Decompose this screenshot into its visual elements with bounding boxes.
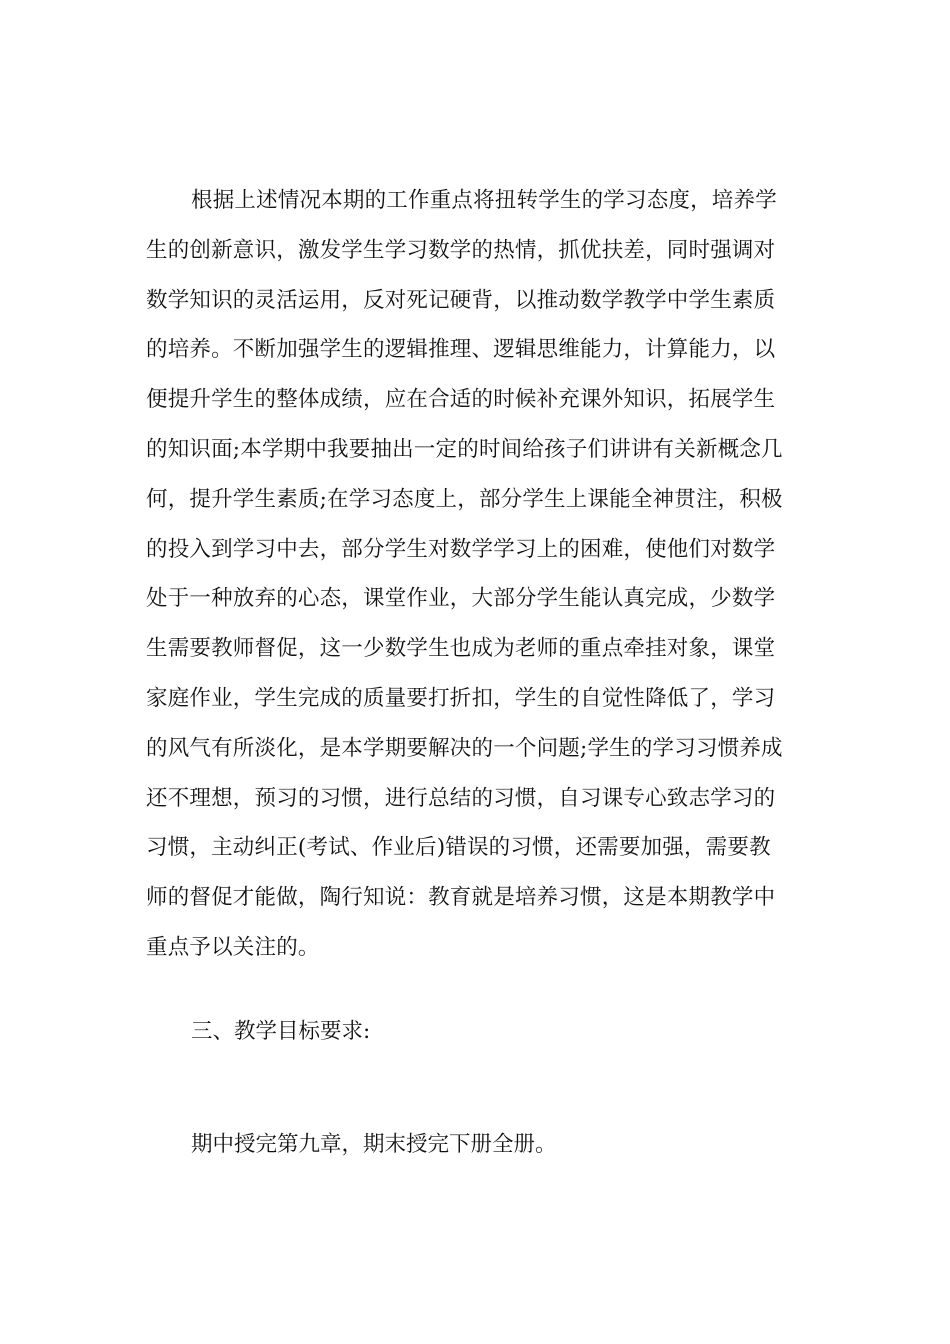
- section-heading: 三、教学目标要求:: [191, 1019, 371, 1044]
- paragraph-line: 处于一种放弃的心态，课堂作业，大部分学生能认真完成，少数学: [146, 586, 776, 612]
- paragraph-line: 的知识面;本学期中我要抽出一定的时间给孩子们讲讲有关新概念几: [146, 436, 783, 462]
- paragraph-line: 的风气有所淡化，是本学期要解决的一个问题;学生的学习习惯养成: [146, 735, 783, 761]
- paragraph-line: 生的创新意识，激发学生学习数学的热情，抓优扶差，同时强调对: [146, 237, 776, 263]
- body-paragraph-2: 期中授完第九章，期末授完下册全册。: [191, 1132, 557, 1157]
- paragraph-line: 生需要教师督促，这一少数学生也成为老师的重点牵挂对象，课堂: [146, 636, 776, 662]
- paragraph-line: 根据上述情况本期的工作重点将扭转学生的学习态度，培养学: [191, 188, 777, 213]
- paragraph-line: 重点予以关注的。: [146, 934, 320, 960]
- paragraph-line: 何，提升学生素质;在学习态度上，部分学生上课能全神贯注，积极: [146, 486, 783, 512]
- paragraph-line: 数学知识的灵活运用，反对死记硬背，以推动数学教学中学生素质: [146, 287, 776, 313]
- body-paragraph-1: [146, 176, 810, 973]
- paragraph-line: 习惯，主动纠正(考试、作业后)错误的习惯，还需要加强，需要教: [146, 835, 771, 861]
- paragraph-line: 便提升学生的整体成绩，应在合适的时候补充课外知识，拓展学生: [146, 387, 776, 413]
- paragraph-line: 的投入到学习中去，部分学生对数学学习上的困难，使他们对数学: [146, 536, 776, 562]
- paragraph-line: 师的督促才能做，陶行知说：教育就是培养习惯，这是本期教学中: [146, 885, 776, 911]
- paragraph-line: 的培养。不断加强学生的逻辑推理、逻辑思维能力，计算能力，以: [146, 337, 776, 363]
- paragraph-line: 家庭作业，学生完成的质量要打折扣，学生的自觉性降低了，学习: [146, 685, 776, 711]
- paragraph-line: 还不理想，预习的习惯，进行总结的习惯，自习课专心致志学习的: [146, 785, 776, 811]
